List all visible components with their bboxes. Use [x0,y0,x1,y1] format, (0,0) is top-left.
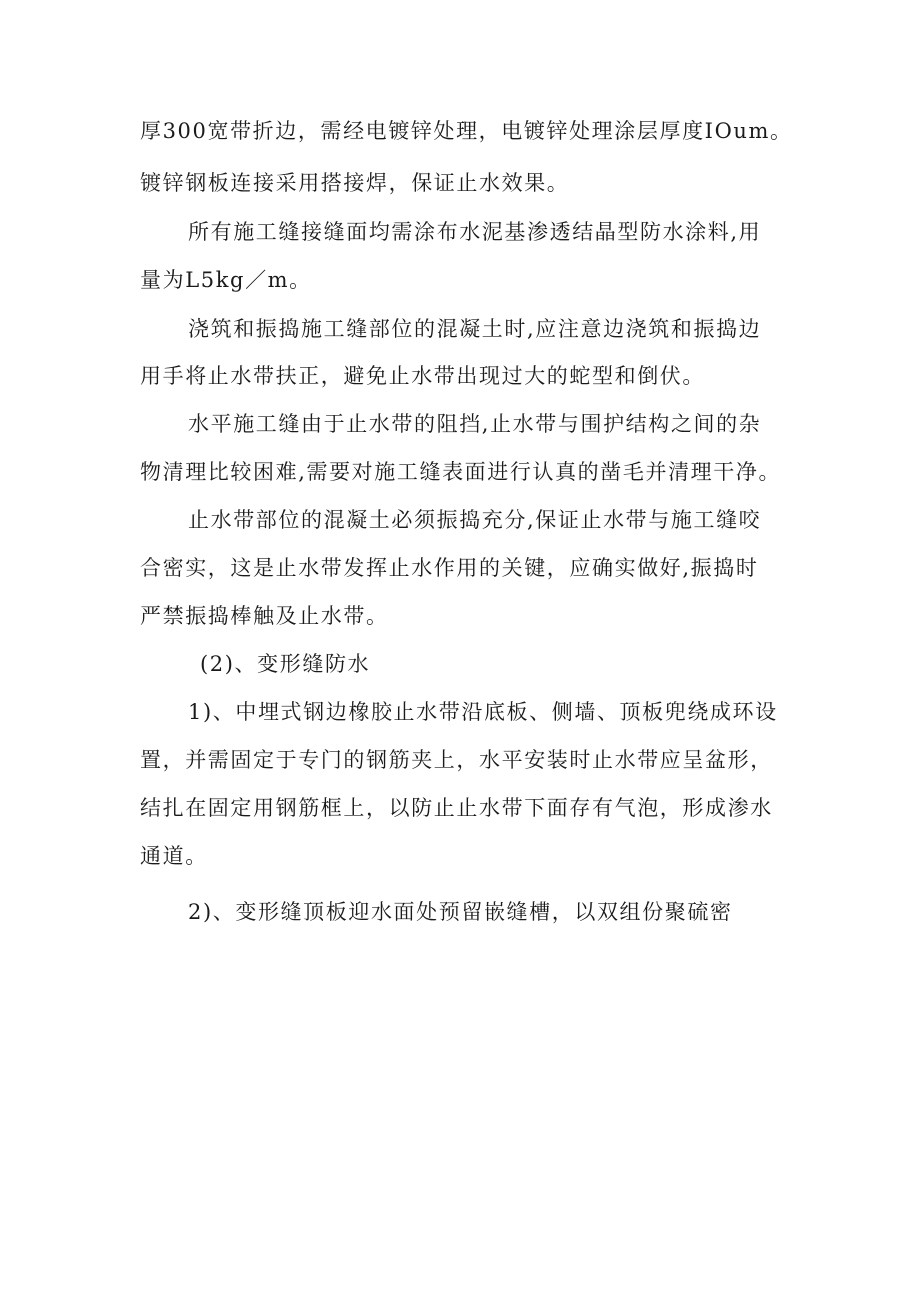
text-line: 水平施工缝由于止水带的阻挡,止水带与围护结构之间的杂 [188,412,762,436]
text-line: 合密实，这是止水带发挥止水作用的关键，应确实做好,振捣时 [140,556,759,580]
text-line: 严禁振捣棒触及止水带。 [140,604,389,628]
text-line: 置，并需固定于专门的钢筋夹上，水平安装时止水带应呈盆形， [140,748,773,772]
text-line: 1)、中埋式钢边橡胶止水带沿底板、侧墙、顶板兜绕成环设 [188,700,778,724]
text-line: 2)、变形缝顶板迎水面处预留嵌缝槽，以双组份聚硫密 [188,900,733,924]
text-line: 止水带部位的混凝土必须振捣充分,保证止水带与施工缝咬 [188,508,762,532]
text-line: 浇筑和振捣施工缝部位的混凝土时,应注意边浇筑和振捣边 [188,317,762,341]
text-line: 镀锌钢板连接采用搭接焊，保证止水效果。 [140,171,570,195]
section-heading: (2)、变形缝防水 [200,652,371,676]
text-line: 所有施工缝接缝面均需涂布水泥基渗透结晶型防水涂料,用 [188,220,762,244]
text-line: 用手将止水带扶正，避免止水带出现过大的蛇型和倒伏。 [140,364,705,388]
text-line: 通道。 [140,844,208,868]
text-line: 厚300宽带折边，需经电镀锌处理，电镀锌处理涂层厚度IOum。 [140,119,793,143]
text-line: 结扎在固定用钢筋框上，以防止止水带下面存有气泡，形成渗水 [140,796,773,820]
text-line: 量为L5kg／m。 [140,268,312,292]
text-line: 物清理比较困难,需要对施工缝表面进行认真的凿毛并清理干净。 [140,460,782,484]
